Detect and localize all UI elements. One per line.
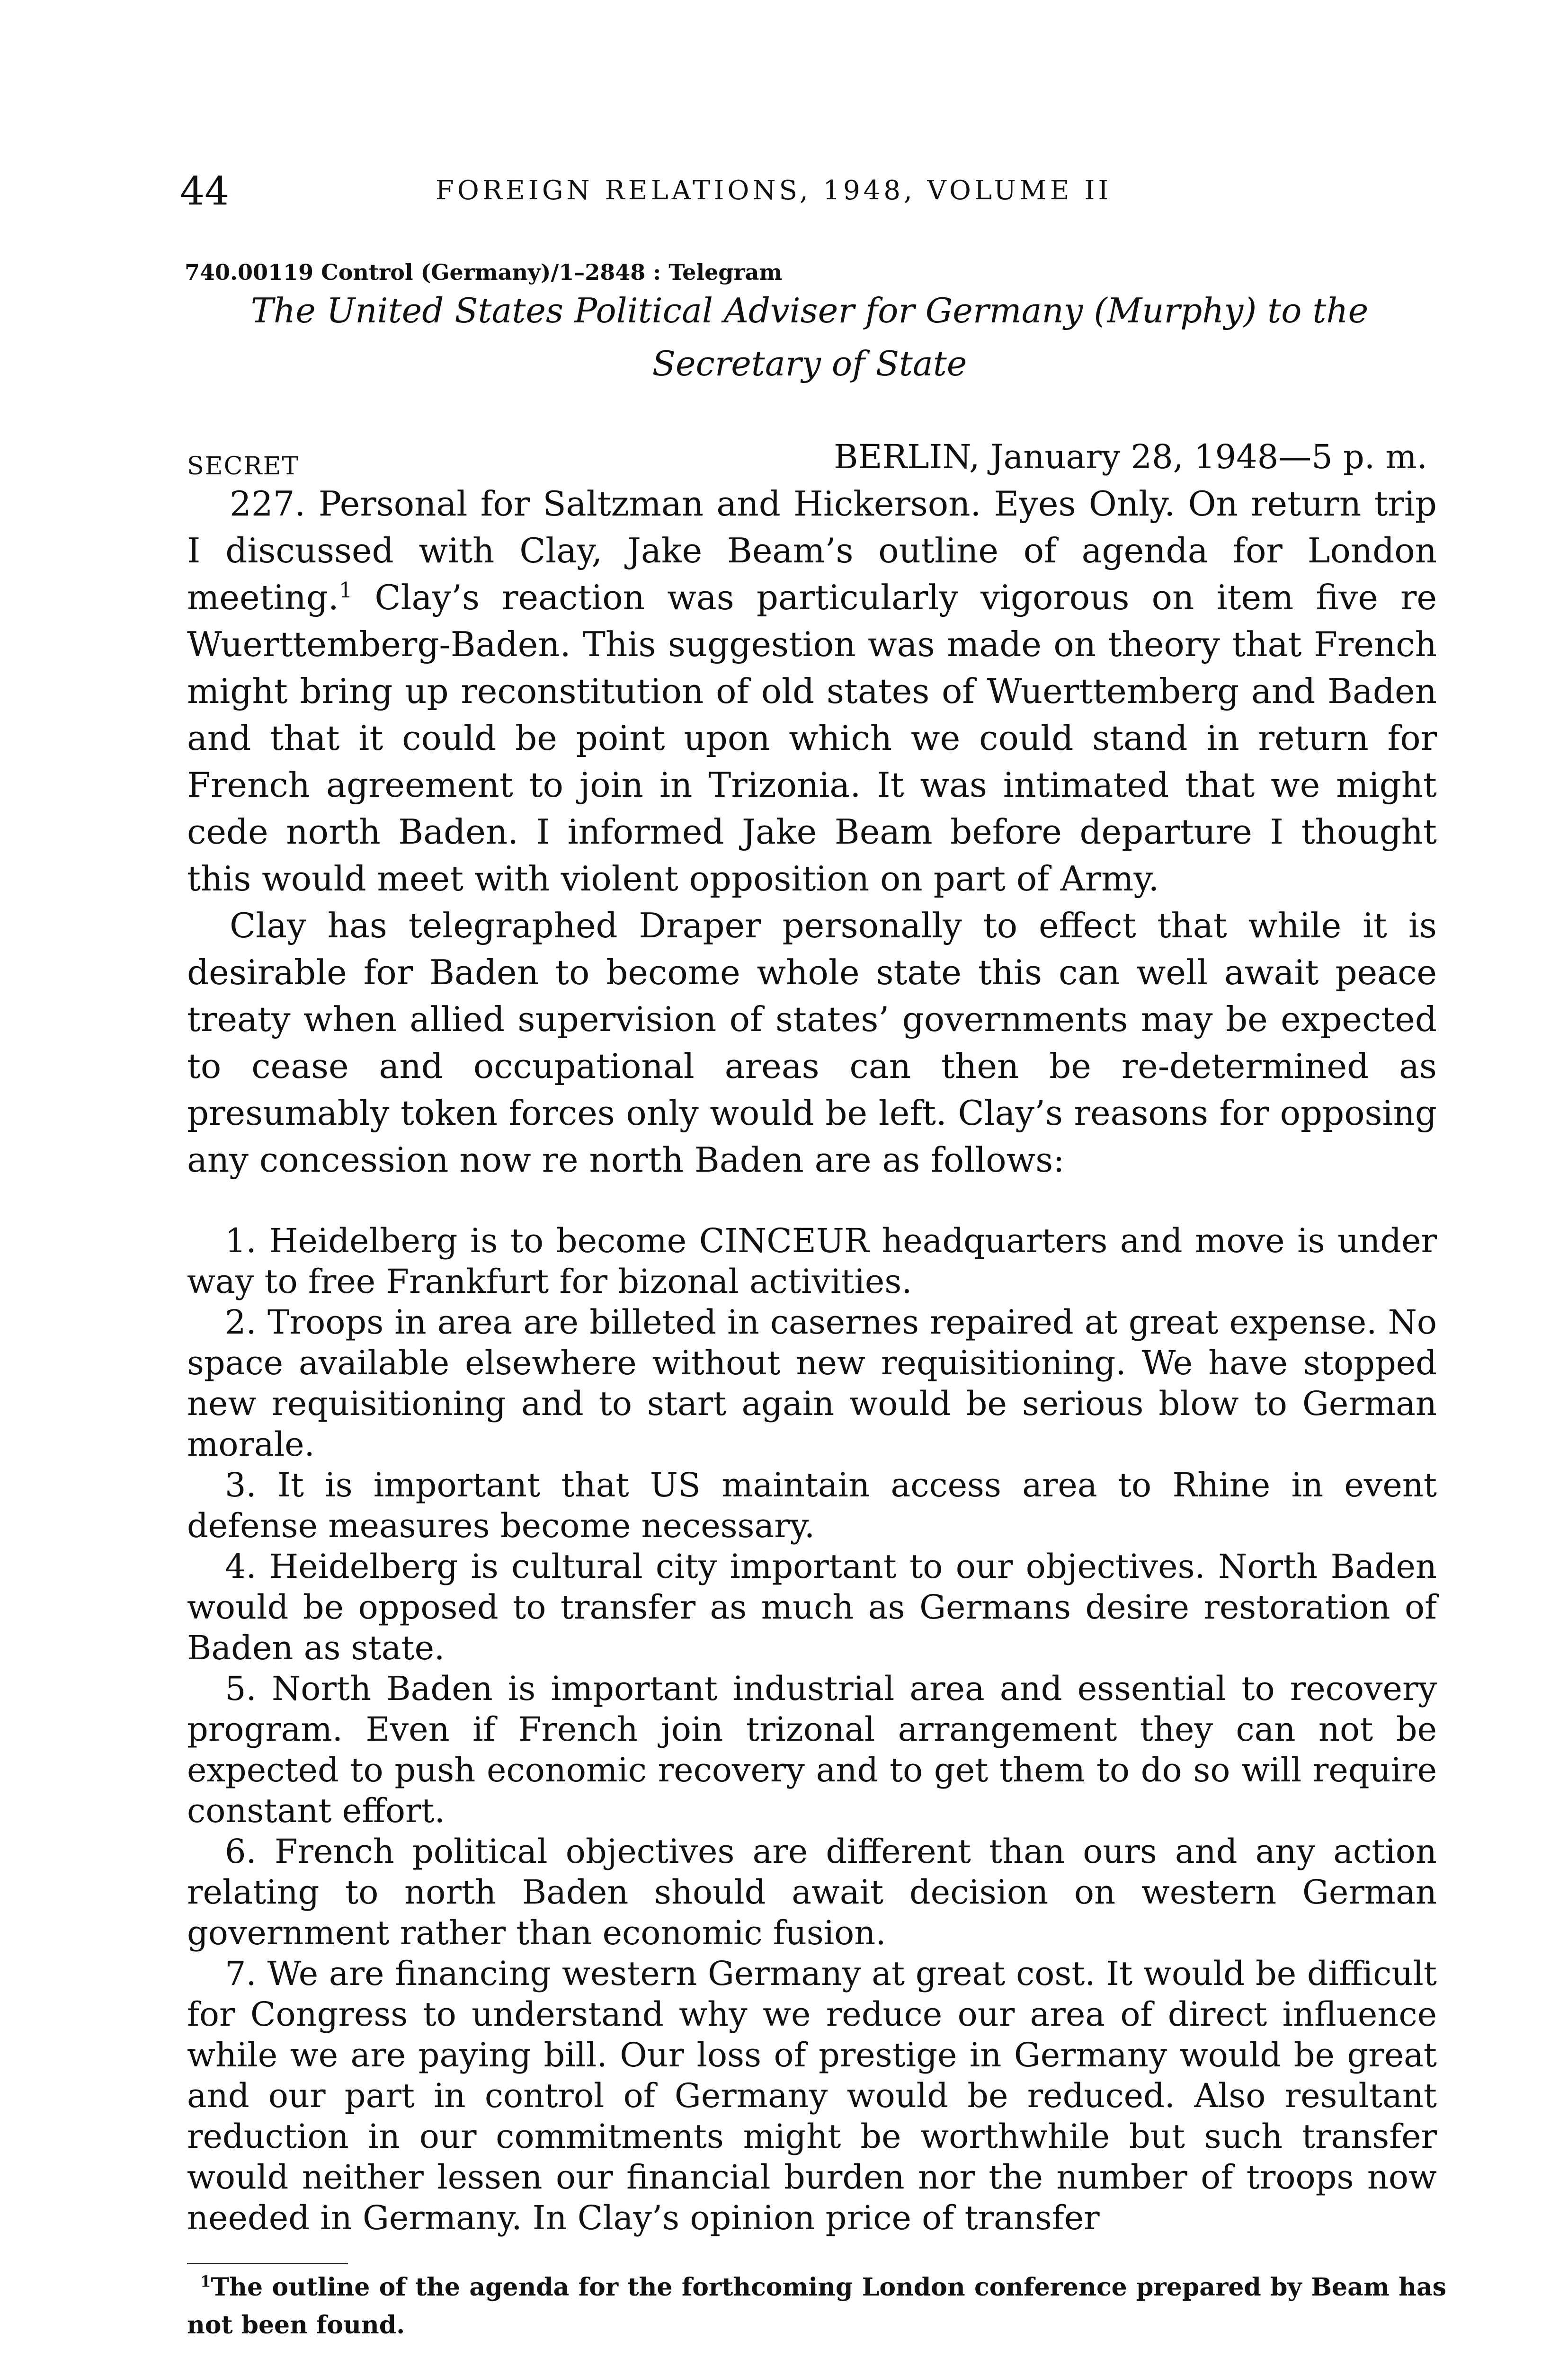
paragraph-1-after-note: Clay’s reaction was particularly vigorous on item five re Wuerttemberg-Baden. This suggestion was made on theory that French might bring up reconstitution of old states of Wuerttemberg and Baden and that it could be point upon which we could stand in return for French agreement to join in Trizonia. It was intimated that we might cede north Baden. I informed Jake Beam before departure I thought this would meet with violent opposition on part of Army. [187,578,1437,899]
dateline: BERLIN, January 28, 1948—5 p. m. [833,437,1427,476]
paragraph-2: Clay has telegraphed Draper personally to effect that while it is desirable for Baden to become whole state this can well await peace treaty when allied supervision of states’ governments may be expected to cease and occupational areas can then be re-determined as presumably token forces only would be left. Clay’s reasons for opposing any concession now re north Baden are as follows: [187,906,1437,1180]
telegram-body [187,481,1437,2238]
page-header [180,163,1458,220]
classification-label: SECRET [187,452,300,481]
page-number: 44 [180,169,230,214]
reason-item-4: 4. Heidelberg is cultural city important to our objectives. North Baden would be opposed to transfer as much as Germans desire restoration of Baden as state. [187,1547,1437,1667]
title-line-1: The United States Political Adviser for Germany (Murphy) to the [250,291,1369,330]
running-head: FOREIGN RELATIONS, 1948, VOLUME II [436,175,1112,206]
reason-item-3: 3. It is important that US maintain access area to Rhine in event defense measures become necessary. [187,1466,1437,1545]
reasons-list [187,1220,1437,2238]
reason-item-2: 2. Troops in area are billeted in casernes repaired at great expense. No space available elsewhere without new requisitioning. We have stopped new requisitioning and to start again would be serious blow to German morale. [187,1303,1437,1464]
document-title [180,284,1439,390]
reason-item-7: 7. We are financing western Germany at great cost. It would be difficult for Congress to understand why we reduce our area of direct influence while we are paying bill. Our loss of prestige in Germany would be great and our part in control of Germany would be reduced. Also resultant reduction in our commitments might be worthwhile but such transfer would neither lessen our financial burden nor the number of troops now needed in Germany. In Clay’s opinion price of transfer [187,1954,1437,2237]
footnote-marker: 1 [200,2272,211,2291]
reason-item-6: 6. French political objectives are different than ours and any action relating to north Baden should await decision on western German government rather than economic fusion. [187,1832,1437,1952]
footnote-divider [187,2263,348,2264]
footnote [187,2269,1446,2344]
paragraph-1 [187,481,1437,902]
telegram-meta [187,433,1427,485]
footnote-text: The outline of the agenda for the forthcoming London conference prepared by Beam has not been found. [187,2273,1446,2340]
reason-item-1: 1. Heidelberg is to become CINCEUR headquarters and move is under way to free Frankfurt for bizonal activities. [187,1221,1437,1301]
paragraph-1-before-note: 227. Personal for Saltzman and Hickerson. Eyes Only. On return trip I discussed with Clay, Jake Beam’s outline of agenda for London meeting. [187,484,1437,617]
reason-item-5: 5. North Baden is important industrial area and essential to recovery program. Even if French join trizonal arrangement they can not be expected to push economic recovery and to get them to do so will require constant effort. [187,1669,1437,1830]
file-number: 740.00119 Control (Germany)/1–2848 : Telegram [185,259,783,285]
footnote-reference[interactable]: 1 [339,578,353,603]
title-line-2: Secretary of State [652,344,967,383]
